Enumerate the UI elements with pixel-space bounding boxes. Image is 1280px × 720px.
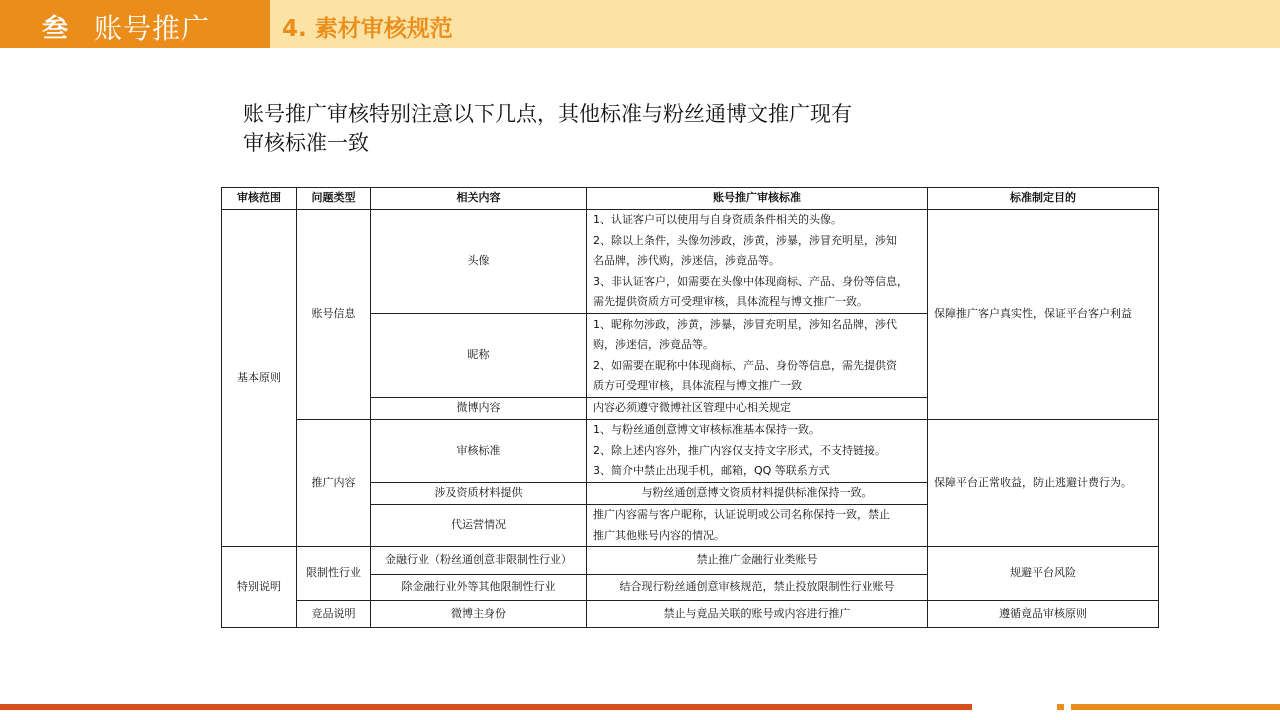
standard-review xyxy=(587,420,928,483)
content-avatar: 头像 xyxy=(371,210,587,314)
standard-line: 2、如需要在昵称中体现商标、产品、身份等信息，需先提供资 xyxy=(593,358,897,372)
intro-text xyxy=(243,100,983,158)
intro-line-2: 审核标准一致 xyxy=(243,131,369,155)
purpose-promo-content: 保障平台正常收益，防止逃避计费行为。 xyxy=(928,420,1159,547)
header-content: 相关内容 xyxy=(371,188,587,210)
intro-line-1: 账号推广审核特别注意以下几点，其他标准与粉丝通博文推广现有 xyxy=(243,102,852,126)
standard-line: 1、认证客户可以使用与自身资质条件相关的头像。 xyxy=(593,213,842,227)
standard-line: 3、非认证客户，如需要在头像中体现商标、产品、身份等信息， xyxy=(593,274,908,288)
table-row xyxy=(222,547,1159,575)
purpose-competitor: 遵循竟品审核原则 xyxy=(928,601,1159,628)
header-scope: 审核范围 xyxy=(222,188,297,210)
purpose-restricted: 规避平台风险 xyxy=(928,547,1159,601)
standard-nickname xyxy=(587,314,928,398)
standard-line: 推广其他账号内容的情况。 xyxy=(593,528,725,542)
standard-line: 需先提供资质方可受理审核，具体流程与博文推广一致。 xyxy=(593,295,868,309)
standard-weibo: 内容必须遵守微博社区管理中心相关规定 xyxy=(587,398,928,420)
content-weibo-owner: 微博主身份 xyxy=(371,601,587,628)
header-purpose: 标准制定目的 xyxy=(928,188,1159,210)
scope-special: 特别说明 xyxy=(222,547,297,628)
standard-line: 3、简介中禁止出现手机，邮箱，QQ 等联系方式 xyxy=(593,464,830,478)
header-standard: 账号推广审核标准 xyxy=(587,188,928,210)
table-header-row xyxy=(222,188,1159,210)
section-header xyxy=(0,0,270,48)
table-row xyxy=(222,601,1159,628)
content-nickname: 昵称 xyxy=(371,314,587,398)
content-qualification: 涉及资质材料提供 xyxy=(371,483,587,505)
subsection-header xyxy=(270,0,1280,48)
standard-line: 2、除上述内容外，推广内容仅支持文字形式，不支持链接。 xyxy=(593,443,886,457)
table-row xyxy=(222,210,1159,314)
content-finance: 金融行业（粉丝通创意非限制性行业） xyxy=(371,547,587,575)
type-account-info: 账号信息 xyxy=(297,210,371,420)
standard-line: 名品牌，涉代购，涉迷信，涉竟品等。 xyxy=(593,254,780,268)
review-standards-table xyxy=(221,187,1159,628)
standard-agency xyxy=(587,505,928,547)
standard-line: 质方可受理审核，具体流程与博文推广一致 xyxy=(593,379,802,392)
type-promo-content: 推广内容 xyxy=(297,420,371,547)
content-agency: 代运营情况 xyxy=(371,505,587,547)
content-review-standard: 审核标准 xyxy=(371,420,587,483)
footer-bar xyxy=(0,704,972,710)
standard-line: 推广内容需与客户昵称，认证说明或公司名称保持一致，禁止 xyxy=(593,508,890,521)
table-row xyxy=(222,420,1159,483)
footer-bar-right xyxy=(1071,704,1280,710)
standard-line: 1、与粉丝通创意博文审核标准基本保持一致。 xyxy=(593,423,820,437)
standard-line: 1、昵称勿涉政，涉黄，涉暴，涉冒充明星，涉知名品牌，涉代 xyxy=(593,317,897,331)
type-restricted: 限制性行业 xyxy=(297,547,371,601)
standard-line: 购，涉迷信，涉竟品等。 xyxy=(593,338,714,351)
standard-other-restricted: 结合现行粉丝通创意审核规范，禁止投放限制性行业账号 xyxy=(587,575,928,601)
section-number: 叁 xyxy=(42,14,69,44)
standard-line: 2、除以上条件，头像勿涉政，涉黄，涉暴，涉冒充明星，涉知 xyxy=(593,233,897,247)
content-other-restricted: 除金融行业外等其他限制性行业 xyxy=(371,575,587,601)
type-competitor: 竞品说明 xyxy=(297,601,371,628)
scope-basic: 基本原则 xyxy=(222,210,297,547)
section-title: 账号推广 xyxy=(94,12,211,45)
footer-accent xyxy=(1057,704,1064,710)
header-type: 问题类型 xyxy=(297,188,371,210)
purpose-account-info: 保障推广客户真实性，保证平台客户利益 xyxy=(928,210,1159,420)
standard-weibo-owner: 禁止与竟品关联的账号或内容进行推广 xyxy=(587,601,928,628)
content-weibo: 微博内容 xyxy=(371,398,587,420)
standard-qualification: 与粉丝通创意博文资质材料提供标准保持一致。 xyxy=(587,483,928,505)
standard-finance: 禁止推广金融行业类账号 xyxy=(587,547,928,575)
standard-avatar xyxy=(587,210,928,314)
subsection-title: 4. 素材审核规范 xyxy=(282,16,453,42)
